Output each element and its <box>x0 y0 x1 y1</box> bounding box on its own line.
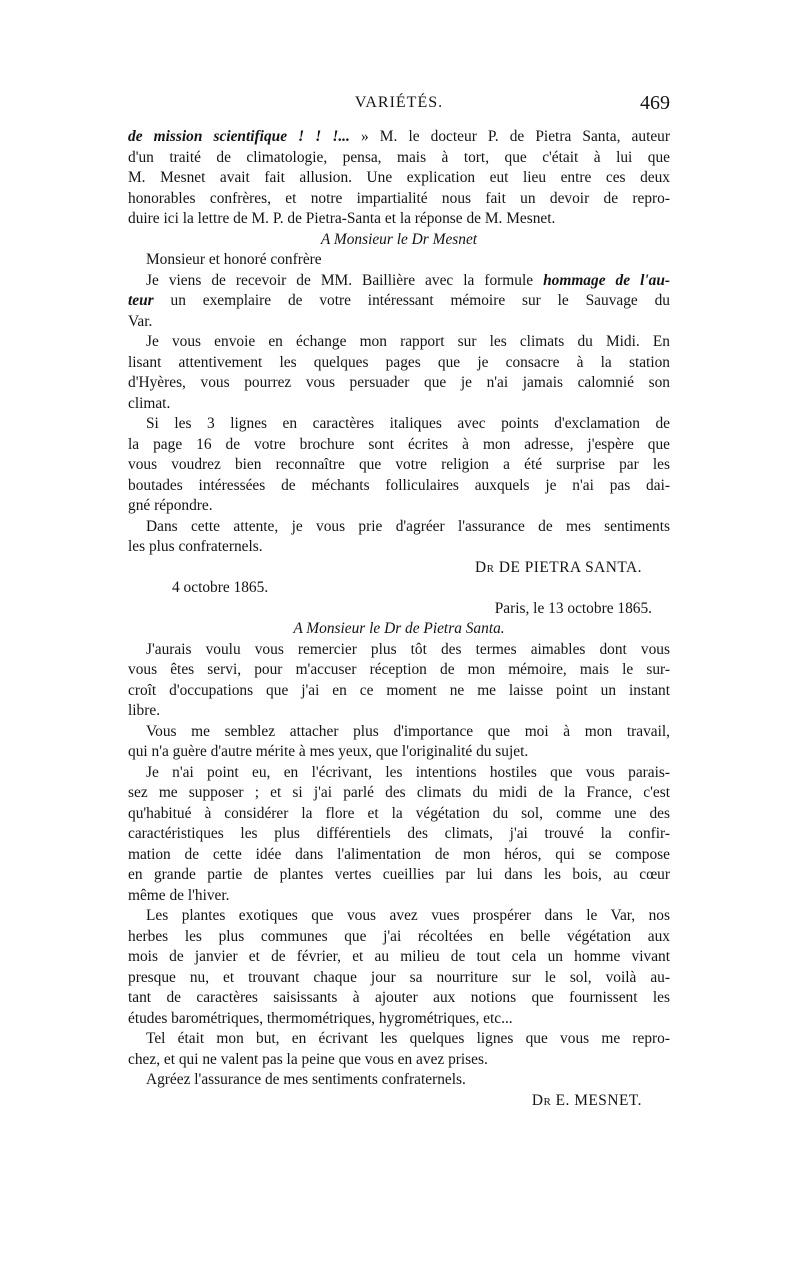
text-line: sez me supposer ; et si j'ai parlé des climats du midi de la France, c'est <box>128 784 670 801</box>
letter-date: 4 octobre 1865. <box>172 579 269 596</box>
text-line: Les plantes exotiques que vous avez vues prospérer dans le Var, nos <box>146 907 670 924</box>
text-line: J'aurais voulu vous remercier plus tôt des termes aimables dont vous <box>146 640 670 658</box>
text-line: tant de caractères saisissants à ajouter aux notions que fournissent les <box>128 989 670 1006</box>
text-line: études barométriques, thermométriques, hygrométriques, etc... <box>128 1009 513 1027</box>
letter-address: A Monsieur le Dr de Pietra Santa. <box>293 620 505 637</box>
text-line: Je n'ai point eu, en l'écrivant, les intentions hostiles que vous parais- <box>146 763 670 781</box>
text-line: Agréez l'assurance de mes sentiments confraternels. <box>146 1071 466 1088</box>
text-line: Dans cette attente, je vous prie d'agréer l'assurance de mes sentiments <box>146 517 670 535</box>
running-title: VARIÉTÉS. <box>354 94 444 111</box>
text-line: Si les 3 lignes en caractères italiques avec points d'exclamation de <box>146 415 670 432</box>
text-line: Je vous envoie en échange mon rapport sur les climats du Midi. En <box>146 333 670 350</box>
text-line: M. Mesnet avait fait allusion. Une explication eut lieu entre ces deux <box>128 169 670 186</box>
text-line: boutades intéressées de méchants folliculaires auxquels je n'ai pas dai- <box>128 476 670 494</box>
text-line: vous êtes servi, pour m'accuser réception de mon mémoire, mais le sur- <box>128 661 670 678</box>
letter-address: A Monsieur le Dr Mesnet <box>320 230 478 248</box>
text-line: herbes les plus communes que j'ai récoltées en belle végétation aux <box>128 927 670 945</box>
text-line: de mission scientifique ! ! !... » M. le docteur P. de Pietra Santa, auteur <box>128 128 670 145</box>
text-line: en grande partie de plantes vertes cueillies par lui dans les bois, au cœur <box>128 866 670 883</box>
text-line: qu'habitué à considérer la flore et la végétation du sol, comme une des <box>128 804 670 822</box>
text-line: caractéristiques les plus différentiels des climats, j'ai trouvé la confir- <box>128 825 670 842</box>
letter-signature: Dr E. MESNET. <box>531 1091 642 1109</box>
text-line: duire ici la lettre de M. P. de Pietra-Santa et la réponse de M. Mesnet. <box>128 210 556 227</box>
page-body <box>128 127 670 1111</box>
text-line: Tel était mon but, en écrivant les quelques lignes que vous me repro- <box>146 1030 670 1047</box>
text-line: chez, et qui ne valent pas la peine que vous en avez prises. <box>128 1050 488 1068</box>
text-line: vous voudrez bien reconnaître que votre religion a été surprise par les <box>128 456 670 473</box>
letter-signature: Dr DE PIETRA SANTA. <box>475 558 642 576</box>
text-line: Vous me semblez attacher plus d'importance que moi à mon travail, <box>146 722 670 740</box>
text-line: teur un exemplaire de votre intéressant mémoire sur le Sauvage du <box>128 292 670 309</box>
letter-pietra-santa <box>128 230 670 599</box>
text-line: honorables confrères, et notre impartialité nous fait un devoir de repro- <box>128 189 670 207</box>
text-line: qui n'a guère d'autre mérite à mes yeux, que l'originalité du sujet. <box>128 743 529 760</box>
text-line: d'Hyères, vous pourrez vous persuader que je n'ai jamais calomnié son <box>128 374 670 391</box>
letter-date: Paris, le 13 octobre 1865. <box>494 599 652 617</box>
text-line: d'un traité de climatologie, pensa, mais à tort, que c'était à lui que <box>128 148 670 166</box>
text-line: libre. <box>128 702 161 719</box>
letter-mesnet <box>128 599 670 1112</box>
text-line: Var. <box>128 312 153 330</box>
text-line: les plus confraternels. <box>128 538 263 555</box>
text-line: Je viens de recevoir de MM. Baillière avec la formule hommage de l'au- <box>146 271 671 289</box>
text-line: presque nu, et trouvant chaque jour sa nourriture sur le sol, voilà au- <box>128 968 670 986</box>
text-line: croît d'occupations que j'ai en ce moment ne me laisse point un instant <box>128 681 670 699</box>
text-line: climat. <box>128 394 171 412</box>
intro-paragraph <box>128 127 670 230</box>
text-line: même de l'hiver. <box>128 886 230 904</box>
text-line: lisant attentivement les quelques pages que je consacre à la station <box>128 353 670 371</box>
text-line: gné répondre. <box>128 497 213 514</box>
text-line: mois de janvier et de février, et au milieu de tout cela un homme vivant <box>128 948 670 965</box>
page-header <box>128 92 670 118</box>
text-line: la page 16 de votre brochure sont écrites à mon adresse, j'espère que <box>128 435 670 453</box>
page-number: 469 <box>640 92 670 114</box>
text-line: mation de cette idée dans l'alimentation de mon héros, qui se compose <box>128 845 670 863</box>
letter-salutation: Monsieur et honoré confrère <box>146 251 322 268</box>
